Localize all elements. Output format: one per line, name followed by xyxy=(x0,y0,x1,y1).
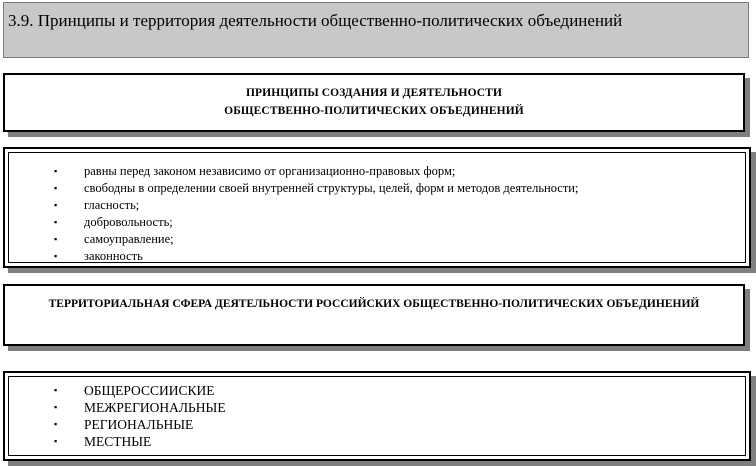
principles-list-box xyxy=(3,147,751,268)
list-item-text: МЕЖРЕГИОНАЛЬНЫЕ xyxy=(84,400,226,415)
list-item-text: МЕСТНЫЕ xyxy=(84,434,152,449)
list-item-text: равны перед законом независимо от организационно-правовых форм; xyxy=(84,164,456,178)
principles-heading-line2: ОБЩЕСТВЕННО-ПОЛИТИЧЕСКИХ ОБЪЕДИНЕНИЙ xyxy=(224,105,524,117)
bullet-icon: ▪ xyxy=(54,251,58,261)
bullet-icon: ▪ xyxy=(54,385,58,395)
bullet-icon: ▪ xyxy=(54,217,58,227)
list-item xyxy=(54,231,578,248)
territory-list-box xyxy=(3,371,751,461)
list-item-text: РЕГИОНАЛЬНЫЕ xyxy=(84,417,194,432)
title-bar xyxy=(3,2,749,58)
bullet-icon: ▪ xyxy=(54,402,58,412)
principles-heading-line1: ПРИНЦИПЫ СОЗДАНИЯ И ДЕЯТЕЛЬНОСТИ xyxy=(246,87,502,99)
territory-list xyxy=(54,382,226,450)
list-item xyxy=(54,197,578,214)
principles-list-frame xyxy=(8,152,746,263)
bullet-icon: ▪ xyxy=(54,166,58,176)
bullet-icon: ▪ xyxy=(54,234,58,244)
bullet-icon: ▪ xyxy=(54,419,58,429)
list-item-text: самоуправление; xyxy=(84,232,174,246)
list-item xyxy=(54,416,226,433)
principles-heading-box xyxy=(3,73,745,132)
list-item-text: свободны в определении своей внутренней структуры, целей, форм и методов деятельности; xyxy=(84,181,579,195)
bullet-icon: ▪ xyxy=(54,183,58,193)
list-item-text: добровольность; xyxy=(84,215,173,229)
list-item xyxy=(54,180,578,197)
list-item xyxy=(54,382,226,399)
territory-heading: ТЕРРИТОРИАЛЬНАЯ СФЕРА ДЕЯТЕЛЬНОСТИ РОССИЙСКИХ ОБЩЕСТВЕННО-ПОЛИТИЧЕСКИХ ОБЪЕДИНЕНИЙ xyxy=(48,298,700,310)
list-item-text: ОБЩЕРОССИИСКИЕ xyxy=(84,383,215,398)
list-item xyxy=(54,433,226,450)
territory-list-frame xyxy=(8,376,746,456)
principles-list xyxy=(54,163,578,265)
list-item xyxy=(54,163,578,180)
list-item xyxy=(54,214,578,231)
page-title: 3.9. Принципы и территория деятельности общественно-политических объединений xyxy=(8,11,623,30)
territory-heading-box xyxy=(3,284,745,346)
list-item xyxy=(54,248,578,265)
list-item-text: гласность; xyxy=(84,198,140,212)
bullet-icon: ▪ xyxy=(54,200,58,210)
list-item-text: законность xyxy=(84,249,143,263)
list-item xyxy=(54,399,226,416)
bullet-icon: ▪ xyxy=(54,436,58,446)
principles-heading xyxy=(5,84,743,120)
